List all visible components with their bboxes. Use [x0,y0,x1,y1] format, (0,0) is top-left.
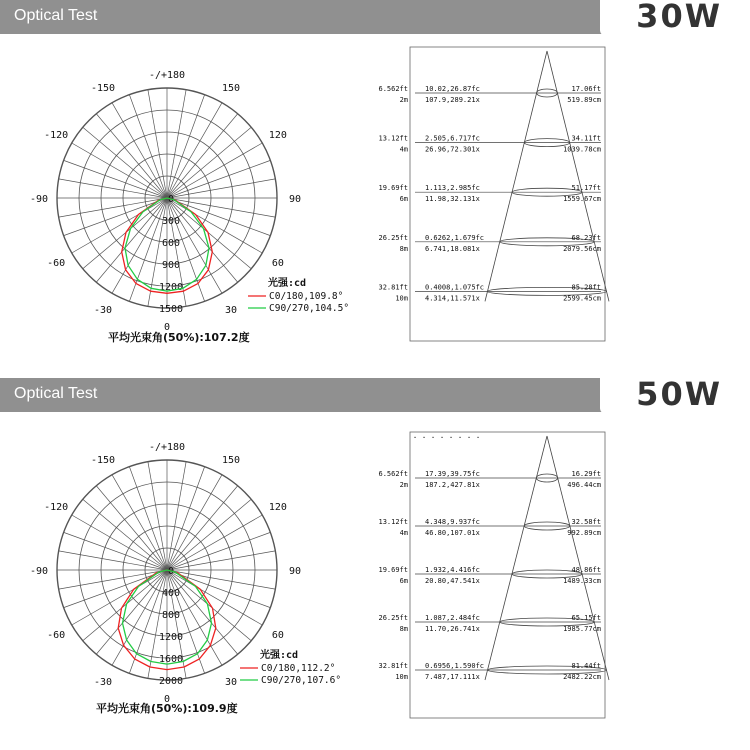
illuminance-lx: 4.314,11.571x [425,294,480,303]
illuminance-lx: 107.9,289.21x [425,96,480,104]
optical-test-title: Optical Test [14,7,98,24]
polar-angle-label: -150 [90,455,116,467]
beam-diameter-cm: 2079.56cm [563,244,601,253]
polar-radial-label: 400 [161,588,181,599]
beam-diameter-ft: 65.15ft [571,614,601,622]
polar-angle-label: 0 [163,322,171,333]
header-band-30w [0,0,750,34]
legend-entry: C0/180,112.2° [261,663,336,674]
polar-angle-label: 90 [288,566,302,577]
polar-radial-label: 1600 [158,654,184,665]
illuminance-lx: 20.80,47.541x [425,577,480,585]
wattage-badge [600,375,750,414]
illuminance-fc: 1.087,2.484fc [425,614,480,622]
cone-header-tick: · [439,433,445,442]
wattage-badge [600,0,750,36]
distance-m: 2m [399,481,408,489]
beam-angle-caption: 平均光束角(50%):109.9度 [96,702,238,715]
beam-diameter-ft: 16.29ft [571,470,601,478]
distance-ft: 32.81ft [378,283,408,292]
polar-radial-label: 0 [167,566,175,577]
distance-ft: 6.562ft [378,85,408,93]
illuminance-lx: 26.96,72.301x [425,145,480,154]
polar-angle-label: -150 [90,83,116,95]
beam-angle-caption: 平均光束角(50%):107.2度 [108,331,250,344]
polar-angle-label: 150 [221,83,241,95]
illuminance-lx: 187.2,427.81x [425,481,480,489]
distance-ft: 19.69ft [378,184,408,193]
polar-radial-label: 900 [161,260,181,271]
beam-diameter-ft: 51.17ft [571,184,601,193]
illuminance-lx: 11.98,32.131x [425,195,480,204]
distance-ft: 26.25ft [378,614,408,622]
beam-diameter-ft: 32.58ft [571,518,601,526]
distance-m: 6m [399,577,408,585]
polar-radial-label: 800 [161,610,181,621]
distance-ft: 13.12ft [378,134,408,143]
illuminance-fc: 2.505,6.717fc [425,134,480,143]
cone-header-tick: · [412,433,418,442]
polar-radial-label: 300 [161,216,181,227]
beam-diameter-ft: 85.28ft [571,283,601,292]
polar-angle-label: -60 [47,258,66,269]
cone-header-tick: · [457,433,463,442]
polar-angle-label: 60 [271,630,284,641]
legend-entry: C90/270,107.6° [261,675,342,686]
polar-angle-label: -/+180 [148,442,186,453]
polar-angle-label: -60 [47,630,66,641]
distance-m: 10m [395,673,408,681]
polar-angle-label: -120 [44,502,69,513]
illuminance-fc: 4.348,9.937fc [425,518,480,526]
polar-chart-50w [20,440,365,708]
polar-radial-label: 2000 [158,676,184,687]
illuminance-cone-50w [375,430,610,722]
polar-angle-label: -90 [29,566,49,577]
beam-diameter-cm: 1489.33cm [563,577,601,585]
beam-diameter-cm: 1559.67cm [563,195,601,204]
illuminance-fc: 1.932,4.416fc [425,566,480,574]
polar-radial-label: 1200 [158,632,184,643]
distance-m: 8m [399,244,408,253]
polar-angle-label: 30 [224,304,238,316]
distance-m: 8m [399,625,408,633]
distance-ft: 19.69ft [378,566,408,574]
beam-diameter-ft: 17.06ft [571,85,601,93]
beam-diameter-cm: 519.89cm [567,96,601,104]
polar-angle-label: -90 [29,194,49,205]
distance-m: 4m [399,145,408,154]
illuminance-fc: 17.39,39.75fc [425,470,480,478]
cone-header-tick: · [421,433,427,442]
illuminance-cone-30w [375,45,610,343]
polar-angle-label: 150 [221,455,241,467]
header-band-50w [0,375,750,413]
polar-angle-label: 120 [268,502,287,513]
polar-angle-label: 30 [224,676,238,688]
illuminance-fc: 0.6262,1.679fc [425,233,485,242]
beam-diameter-cm: 1985.77cm [563,625,601,633]
wattage-label: 50W [636,375,722,413]
beam-diameter-ft: 48.86ft [571,566,601,574]
polar-angle-label: -30 [93,676,113,688]
unit-label: 光强:cd [268,278,307,289]
distance-ft: 26.25ft [378,233,408,242]
polar-radial-label: 1500 [158,304,184,315]
polar-angle-label: 60 [271,258,284,269]
polar-radial-label: 1200 [158,282,184,293]
illuminance-fc: 0.4008,1.075fc [425,283,485,292]
wattage-label: 30W [636,0,722,35]
beam-diameter-cm: 496.44cm [567,481,601,489]
cone-header-tick: · [475,433,481,442]
distance-m: 10m [395,294,408,303]
polar-angle-label: 90 [288,194,302,205]
polar-angle-label: 120 [268,130,287,141]
distance-ft: 32.81ft [378,662,408,670]
cone-header-tick: · [466,433,472,442]
illuminance-fc: 0.6956,1.590fc [425,662,485,670]
legend-entry: C0/180,109.8° [269,291,344,302]
polar-radial-label: 600 [161,238,181,249]
illuminance-lx: 6.741,18.081x [425,244,480,253]
polar-radial-label: 0 [167,194,175,205]
illuminance-fc: 10.02,26.87fc [425,85,480,93]
legend-entry: C90/270,104.5° [269,303,350,314]
beam-diameter-cm: 992.89cm [567,529,601,537]
beam-diameter-ft: 81.44ft [571,662,601,670]
distance-m: 4m [399,529,408,537]
cone-header-tick: · [430,433,436,442]
polar-chart-30w [20,70,365,350]
polar-angle-label: -/+180 [148,70,186,81]
illuminance-lx: 11.70,26.741x [425,625,480,633]
polar-angle-label: -120 [44,130,69,141]
unit-label: 光强:cd [260,650,299,661]
polar-angle-label: -30 [93,304,113,316]
distance-ft: 6.562ft [378,470,408,478]
beam-diameter-cm: 2599.45cm [563,294,601,303]
distance-ft: 13.12ft [378,518,408,526]
cone-header-tick: · [448,433,454,442]
illuminance-fc: 1.113,2.985fc [425,184,480,193]
distance-m: 6m [399,195,408,204]
illuminance-lx: 7.487,17.111x [425,673,480,681]
distance-m: 2m [399,96,408,104]
polar-angle-label: 0 [163,694,171,705]
beam-diameter-cm: 2482.22cm [563,673,601,681]
optical-test-title: Optical Test [14,385,98,402]
beam-diameter-ft: 34.11ft [571,134,601,143]
beam-diameter-ft: 68.23ft [571,233,601,242]
illuminance-lx: 46.80,107.01x [425,529,480,537]
beam-diameter-cm: 1039.78cm [563,145,601,154]
